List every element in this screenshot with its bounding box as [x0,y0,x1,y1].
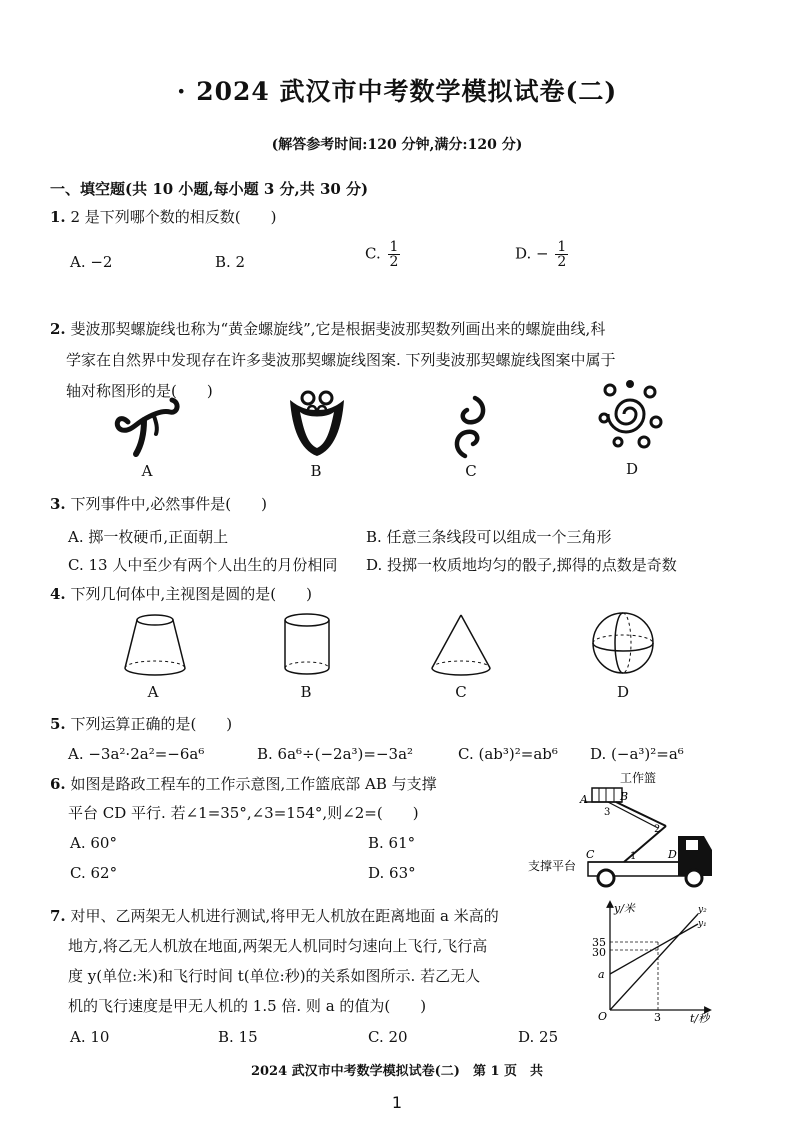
point-b-label: B [620,790,629,803]
figure-label: D [625,460,639,478]
q5-option-b: B. 6a⁶÷(−2a³)=−3a² [257,745,414,763]
question-text: 2 是下列哪个数的相反数( ) [70,208,277,226]
angle-3-label: 3 [604,807,611,818]
question-4: 4. 下列几何体中,主视图是圆的是( ) [50,585,312,603]
question-number: 4. [50,585,66,603]
q5-option-a: A. −3a²·2a²=−6a⁶ [68,745,205,763]
fraction: $\frac{1}{2}$ [389,239,399,270]
section-heading: 一、填空题(共 10 小题,每小题 3 分,共 30 分) [50,180,369,198]
page-number: 1 [391,1093,403,1112]
y-tick-30: 30 [592,946,606,959]
cone-figure-c [428,612,494,678]
q7-option-d: D. 25 [518,1028,559,1046]
q6-option-b: B. 61° [368,834,416,852]
frustum-figure-a [120,612,190,678]
spiral-figure-a [108,392,188,462]
page-footer: 2024 武汉市中考数学模拟试卷(二) 第 1 页 共 [250,1064,544,1079]
question-6-line-2: 平台 CD 平行. 若∠1=35°,∠3=154°,则∠2=( ) [68,804,419,822]
x-axis-label: t/秒 [690,1012,710,1025]
q3-option-d: D. 投掷一枚质地均匀的骰子,掷得的点数是奇数 [366,556,677,574]
angle-1-label: 1 [630,851,637,862]
question-2-line-2: 学家在自然界中发现存在许多斐波那契螺旋线图案. 下列斐波那契螺旋线图案中属于 [66,351,616,369]
figure-label: A [147,683,159,701]
question-5: 5. 下列运算正确的是( ) [50,715,233,733]
basket-label: 工作篮 [620,771,657,785]
figure-label: C [455,683,467,701]
q3-option-c: C. 13 人中至少有两个人出生的月份相同 [68,556,338,574]
question-number: 7. [50,907,66,925]
q3-option-b: B. 任意三条线段可以组成一个三角形 [366,528,612,546]
q6-option-c: C. 62° [70,864,118,882]
figure-label: A [141,462,153,480]
height-time-graph [586,898,716,1026]
figure-label: D [616,683,630,701]
platform-label: 支撑平台 [528,859,577,873]
point-c-label: C [586,848,595,861]
exam-subtitle: (解答参考时间:120 分钟,满分:120 分) [271,137,523,153]
line-label-y1: y₁ [698,919,707,929]
point-a-label: A [580,793,588,806]
y-axis-label: y/米 [614,902,635,915]
origin-label: O [598,1010,608,1023]
figure-label: C [465,462,477,480]
y-tick-35: 35 [592,936,606,949]
question-6-line-1: 6. 如图是路政工程车的工作示意图,工作篮底部 AB 与支撑 [50,775,437,793]
exam-title: · 2024 武汉市中考数学模拟试卷(二) [176,77,618,106]
question-7-line-2: 地方,将乙无人机放在地面,两架无人机同时匀速向上飞行,飞行高 [68,937,488,955]
q7-option-c: C. 20 [368,1028,408,1046]
q1-option-a: A. −2 [70,253,113,271]
q6-option-a: A. 60° [70,834,117,852]
q1-option-d: D. − $\frac{1}{2}$ [515,239,567,270]
question-number: 2. [50,320,66,338]
spiral-figure-c [445,392,495,462]
q5-option-d: D. (−a³)²=a⁶ [590,745,684,763]
fraction: $\frac{1}{2}$ [557,239,567,270]
question-number: 5. [50,715,66,733]
engineering-truck-figure [528,770,718,890]
cylinder-figure-b [282,612,332,678]
q7-option-a: A. 10 [70,1028,110,1046]
q5-option-c: C. (ab³)²=ab⁶ [458,745,558,763]
q1-option-c: C. $\frac{1}{2}$ [365,239,399,270]
spiral-figure-d [596,378,664,450]
spiral-figure-b [282,388,352,460]
question-2-line-3: 轴对称图形的是( ) [66,382,213,400]
q3-option-a: A. 掷一枚硬币,正面朝上 [68,528,229,546]
question-number: 6. [50,775,66,793]
question-3: 3. 下列事件中,必然事件是( ) [50,495,267,513]
question-number: 3. [50,495,66,513]
question-7-line-3: 度 y(单位:米)和飞行时间 t(单位:秒)的关系如图所示. 若乙无人 [68,967,481,985]
q7-option-b: B. 15 [218,1028,258,1046]
question-2-line-1: 2. 斐波那契螺旋线也称为“黄金螺旋线”,它是根据斐波那契数列画出来的螺旋曲线,科 [50,320,606,338]
x-tick-3: 3 [654,1011,661,1024]
sphere-figure-d [590,610,656,676]
question-7-line-1: 7. 对甲、乙两架无人机进行测试,将甲无人机放在距离地面 a 米高的 [50,907,499,925]
q1-option-b: B. 2 [215,253,246,271]
q6-option-d: D. 63° [368,864,416,882]
question-1 [50,207,276,227]
y-tick-a: a [598,968,605,981]
question-7-line-4: 机的飞行速度是甲无人机的 1.5 倍. 则 a 的值为( ) [68,997,427,1015]
question-number: 1. [50,208,66,226]
figure-label: B [310,462,322,480]
point-d-label: D [668,848,677,861]
angle-2-label: 2 [654,824,661,835]
figure-label: B [300,683,312,701]
line-label-y2: y₂ [698,905,707,915]
